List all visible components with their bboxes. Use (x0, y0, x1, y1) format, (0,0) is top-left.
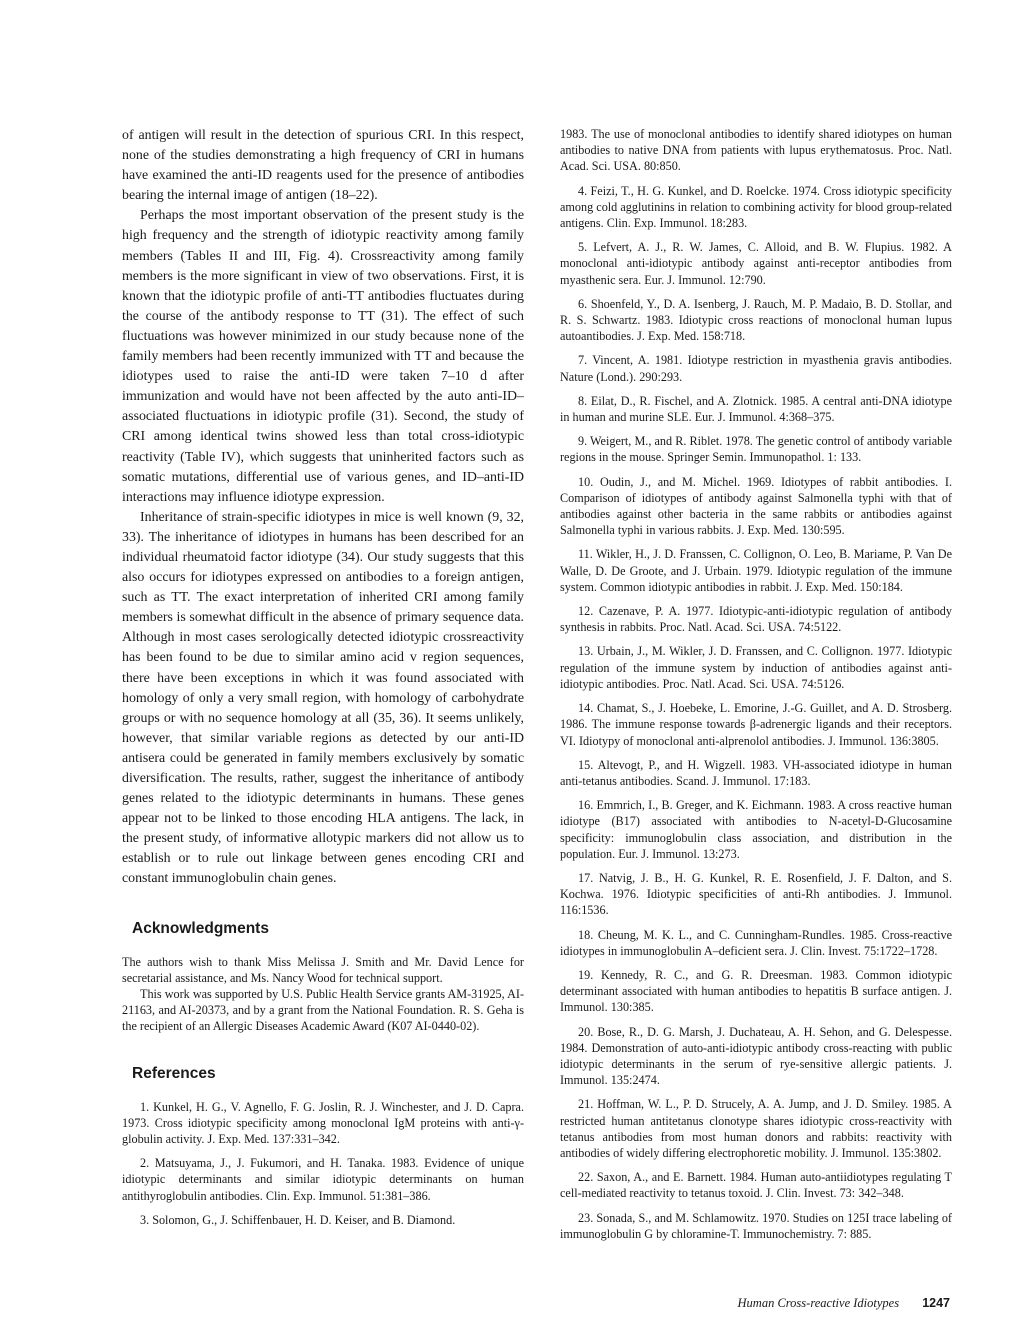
reference-list (122, 1099, 524, 1228)
reference-item: 10. Oudin, J., and M. Michel. 1969. Idiotypes of rabbit antibodies. I. Comparison of idiotypes of antibody against Salmonella typhi with that of antibodies against other bacteria in the same rabbits or antibodies against Salmonella typhi in various rabbits. J. Exp. Med. 130:595. (560, 474, 952, 538)
reference-item: 4. Feizi, T., H. G. Kunkel, and D. Roelcke. 1974. Cross idiotypic specificity among cold agglutinins in relation to combining activity for blood group-related antigens. Clin. Exp. Immunol. 18:283. (560, 183, 952, 231)
reference-item: 8. Eilat, D., R. Fischel, and A. Zlotnick. 1985. A central anti-DNA idiotype in human and murine SLE. Eur. J. Immunol. 4:368–375. (560, 393, 952, 425)
reference-item: 1. Kunkel, H. G., V. Agnello, F. G. Joslin, R. J. Winchester, and J. D. Capra. 1973. Cross idiotypic specificity among monoclonal IgM proteins with anti-γ-globulin activity. J. Exp. Med. 137:331–342. (122, 1099, 524, 1146)
reference-item: 23. Sonada, S., and M. Schlamowitz. 1970. Studies on 125I trace labeling of immunoglobulin G by chloramine-T. Immunochemistry. 7: 885. (560, 1210, 952, 1241)
reference-item: 7. Vincent, A. 1981. Idiotype restriction in myasthenia gravis antibodies. Nature (Lond.). 290:293. (560, 353, 952, 384)
reference-item: 16. Emmrich, I., B. Greger, and K. Eichmann. 1983. A cross reactive human idiotype (B17) associated with antibodies to N-acetyl-D-Glucosamine specificity: immunoglobulin class association, and distribution in the population. Eur. J. Immunol. 13:273. (560, 798, 952, 861)
references-heading: References (132, 1064, 216, 1082)
reference-item: 5. Lefvert, A. J., R. W. James, C. Alloid, and B. W. Flupius. 1982. A monoclonal anti-idiotypic antibody against anti-receptor antibodies from myasthenic sera. Eur. J. Immunol. 12:790. (560, 240, 952, 287)
reference-item: 6. Shoenfeld, Y., D. A. Isenberg, J. Rauch, M. P. Madaio, B. D. Stollar, and R. S. Schwartz. 1983. Idiotypic cross reactions of monoclonal human lupus autoantibodies. J. Exp. Med. 158:718. (560, 296, 952, 344)
acknowledgments-paragraph: The authors wish to thank Miss Melissa J. Smith and Mr. David Lence for secretarial assistance, and Ms. Nancy Wood for technical support. (122, 954, 524, 985)
reference-item: 12. Cazenave, P. A. 1977. Idiotypic-anti-idiotypic regulation of antibody synthesis in rabbits. Proc. Natl. Acad. Sci. USA. 74:5122. (560, 604, 952, 635)
reference-item: 15. Altevogt, P., and H. Wigzell. 1983. VH-associated idiotype in human anti-tetanus antibodies. Scand. J. Immunol. 17:183. (560, 757, 952, 788)
body-paragraph: of antigen will result in the detection of spurious CRI. In this respect, none of the studies demonstrating a high frequency of CRI in humans have examined the anti-ID reagents used for the presence of antibodies bearing the internal image of antigen (18–22). (122, 128, 524, 204)
page-number: 1247 (922, 1296, 950, 1310)
reference-item: 13. Urbain, J., M. Wikler, J. D. Franssen, and C. Collignon. 1977. Idiotypic regulation of the immune system by induction of antibodies against anti-idiotypic antibodies. Proc. Natl. Acad. Sci. USA. 74:5126. (560, 644, 952, 691)
page-footer (738, 1296, 950, 1311)
reference-item: 22. Saxon, A., and E. Barnett. 1984. Human auto-antiidiotypes regulating T cell-mediated reactivity to tetanus toxoid. J. Clin. Invest. 73: 342–348. (560, 1170, 952, 1201)
reference-item: 18. Cheung, M. K. L., and C. Cunningham-Rundles. 1985. Cross-reactive idiotypes in immunoglobulin A–deficient sera. J. Clin. Invest. 75:1722–1728. (560, 927, 952, 958)
body-paragraph: Perhaps the most important observation of the present study is the high frequency and the strength of idiotypic reactivity among family members (Tables II and III, Fig. 4). Crossreactivity among family members is the more significant in view of two observations. First, it is known that the idiotypic profile of anti-TT antibodies fluctuates during the course of the antibody response to TT (31). The effect of such fluctuations was however minimized in our study because none of the family members had been recently immunized with TT and because the idiotypes used to raise the anti-ID were taken 7–10 d after immunization and would have not been affected by the auto anti-ID–associated fluctuations in idiotypic profile (31). Second, the study of CRI among identical twins showed less than total cross-idiotypic reactivity (Table IV), which suggests that uninherited factors such as somatic mutations, differential use of various genes, and ID–anti-ID interactions may influence idiotype expression. (122, 208, 524, 505)
reference-item: 17. Natvig, J. B., H. G. Kunkel, R. E. Rosenfield, J. F. Dalton, and S. Kochwa. 1976. Idiotypic specificities of anti-Rh antibodies. J. Immunol. 116:1536. (560, 870, 952, 918)
reference-item: 19. Kennedy, R. C., and G. R. Dreesman. 1983. Common idiotypic determinant associated with human antibodies to hepatitis B surface antigen. J. Immunol. 130:385. (560, 967, 952, 1015)
reference-item: 9. Weigert, M., and R. Riblet. 1978. The genetic control of antibody variable regions in the mouse. Springer Semin. Immunopathol. 1: 133. (560, 434, 952, 465)
reference-item: 14. Chamat, S., J. Hoebeke, L. Emorine, J.-G. Guillet, and A. D. Strosberg. 1986. The immune response towards β-adrenergic ligands and their receptors. VI. Idiotypy of monoclonal anti-alprenolol antibodies. J. Immunol. 136:3805. (560, 701, 952, 748)
running-title: Human Cross-reactive Idiotypes (737, 1296, 900, 1310)
reference-item-continued: 1983. The use of monoclonal antibodies to identify shared idiotypes on human antibodies to native DNA from patients with lupus erythematosus. Proc. Natl. Acad. Sci. USA. 80:850. (560, 127, 952, 174)
reference-item: 2. Matsuyama, J., J. Fukumori, and H. Tanaka. 1983. Evidence of unique idiotypic determinants and similar idiotypic determinants on human antithyroglobulin antibodies. Clin. Exp. Immunol. 51:381–386. (122, 1156, 524, 1203)
left-column (122, 126, 524, 1236)
acknowledgments-paragraph: This work was supported by U.S. Public Health Service grants AM-31925, AI-21163, and AI-20373, and by a grant from the National Foundation. R. S. Geha is the recipient of an Allergic Diseases Academic Award (K07 AI-0440-02). (122, 986, 524, 1034)
right-column (560, 126, 952, 1250)
reference-item: 3. Solomon, G., J. Schiffenbauer, H. D. Keiser, and B. Diamond. (140, 1212, 456, 1227)
body-paragraph: Inheritance of strain-specific idiotypes in mice is well known (9, 32, 33). The inheritance of idiotypes in humans has been described for an individual rheumatoid factor idiotype (34). Our study suggests that this also occurs for idiotypes expressed on antibodies to a foreign antigen, such as TT. The exact interpretation of inherited CRI among family members is somewhat difficult in the absence of primary sequence data. Although in most cases serologically detected idiotypic crossreactivity has been found to be due to similar amino acid v region sequences, there have been exceptions in which it was found associated with homology of only a very small region, with homology of carbohydrate groups or with no sequence homology at all (35, 36). It seems unlikely, however, that similar variable regions as detected by our anti-ID antisera could be generated in family members exclusively by somatic diversification. The results, rather, suggest the inheritance of antibody genes related to the idiotypic determinants in humans. These genes appear not to be linked to those encoding HLA antigens. The lack, in the present study, of informative allotypic markers did not allow us to establish or to rule out linkage between genes encoding CRI and constant immunoglobulin chain genes. (122, 509, 524, 887)
reference-item: 20. Bose, R., D. G. Marsh, J. Duchateau, A. H. Sehon, and G. Delespesse. 1984. Demonstration of auto-anti-idiotypic antibody cross-reacting with public idiotypic determinants in the serum of rye-sensitive allergic patients. J. Immunol. 135:2474. (560, 1024, 952, 1088)
reference-item: 21. Hoffman, W. L., P. D. Strucely, A. A. Jump, and J. D. Smiley. 1985. A restricted human antitetanus clonotype shares idiotypic cross-reactivity with tetanus antibodies from most human donors and rabbits: reactivity with antibodies of widely differing electrophoretic mobility. J. Immunol. 135:3802. (560, 1097, 952, 1160)
reference-item: 11. Wikler, H., J. D. Franssen, C. Collignon, O. Leo, B. Mariame, P. Van De Walle, D. De Groote, and J. Urbain. 1979. Idiotypic regulation of the immune system. Common idiotypic antibodies in rabbit. J. Exp. Med. 150:184. (560, 547, 952, 594)
reference-list (560, 126, 952, 1242)
acknowledgments-heading: Acknowledgments (132, 919, 269, 937)
